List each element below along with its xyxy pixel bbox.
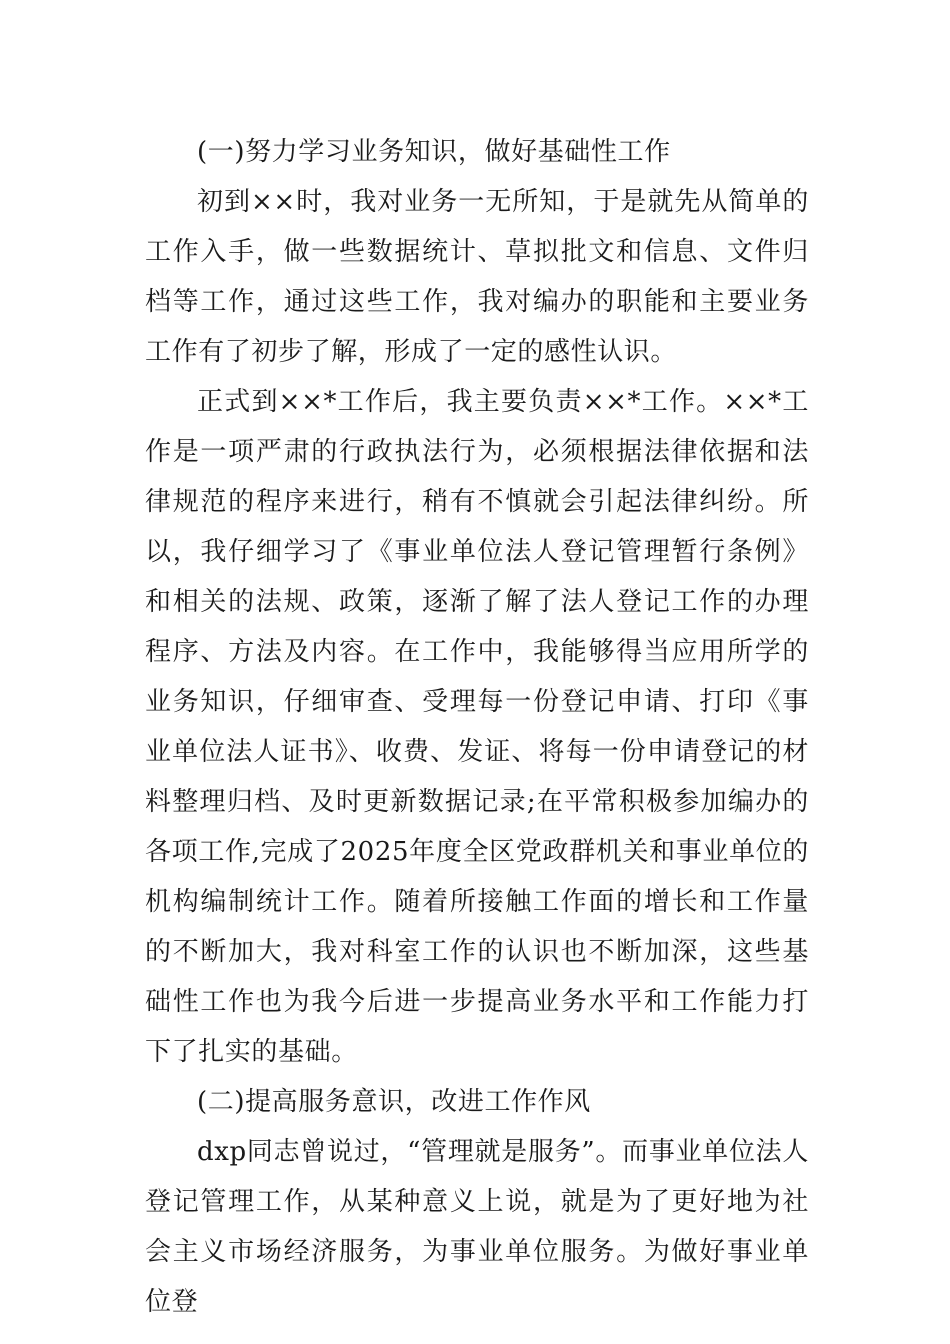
section-heading-1: (一)努力学习业务知识，做好基础性工作 — [197, 137, 671, 167]
document-body — [145, 127, 809, 1327]
paragraph-3: dxp同志曾说过，“管理就是服务”。而事业单位法人登记管理工作，从某种意义上说，就是为了更好地为社会主义市场经济服务，为事业单位服务。为做好事业单位登 — [145, 1137, 809, 1317]
paragraph-2: 正式到××*工作后，我主要负责××*工作。××*工作是一项严肃的行政执法行为，必须根据法律依据和法律规范的程序来进行，稍有不慎就会引起法律纠纷。所以，我仔细学习了《事业单位法人登记管理暂行条例》和相关的法规、政策，逐渐了解了法人登记工作的办理程序、方法及内容。在工作中，我能够得当应用所学的业务知识，仔细审查、受理每一份登记申请、打印《事业单位法人证书》、收费、发证、将每一份申请登记的材料整理归档、及时更新数据记录;在平常积极参加编办的各项工作,完成了2025年度全区党政群机关和事业单位的机构编制统计工作。随着所接触工作面的增长和工作量的不断加大，我对科室工作的认识也不断加深，这些基础性工作也为我今后进一步提高业务水平和工作能力打下了扎实的基础。 — [145, 387, 809, 1067]
paragraph-1: 初到××时，我对业务一无所知，于是就先从简单的工作入手，做一些数据统计、草拟批文和信息、文件归档等工作，通过这些工作，我对编办的职能和主要业务工作有了初步了解，形成了一定的感性认识。 — [145, 187, 809, 367]
section-heading-2: (二)提高服务意识，改进工作作风 — [197, 1087, 591, 1117]
